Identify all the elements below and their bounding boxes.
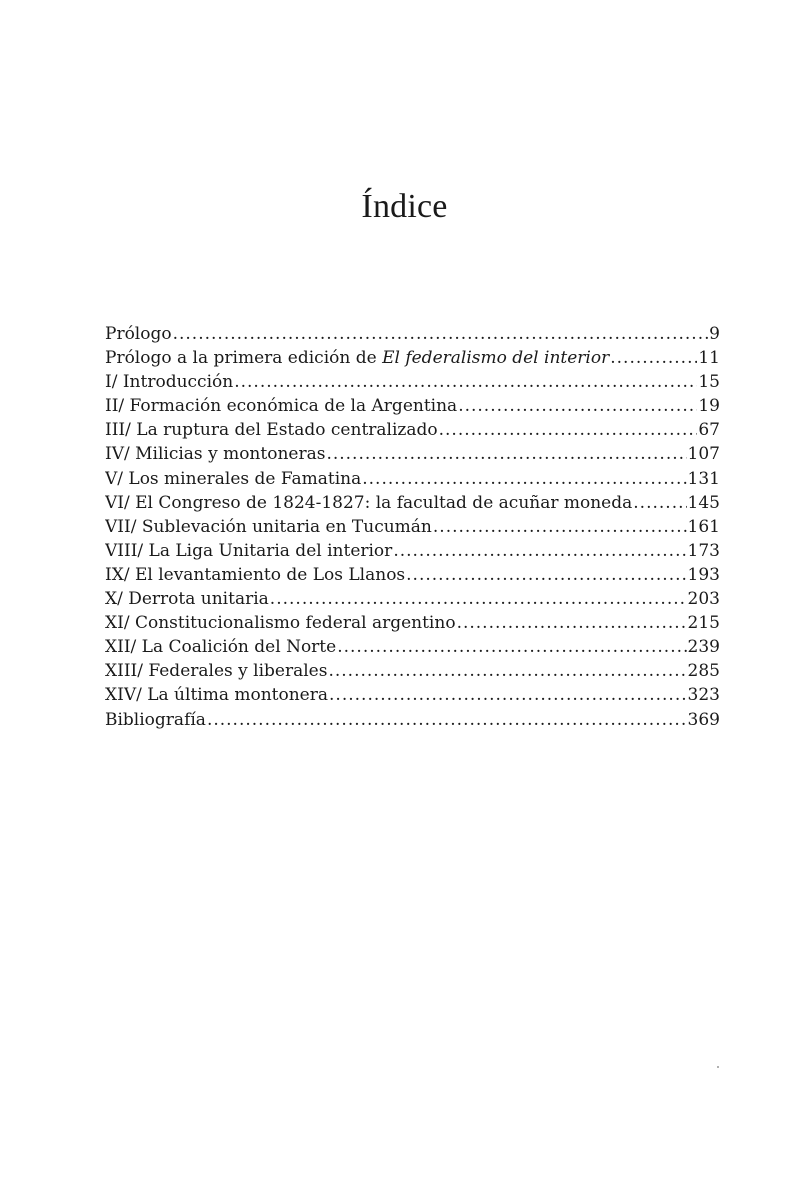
dot-leader <box>270 587 687 611</box>
toc-entry <box>105 539 720 563</box>
toc-entry <box>105 708 720 732</box>
toc-entry-page: 15 <box>698 372 720 393</box>
dot-leader <box>393 539 686 563</box>
toc-entry-page: 323 <box>687 685 720 706</box>
toc-entry-label: Bibliografía <box>105 709 206 730</box>
toc-entry-page: 145 <box>687 492 720 513</box>
toc-entry <box>105 611 720 635</box>
toc-entry <box>105 515 720 539</box>
dot-leader <box>458 394 697 418</box>
toc-entry-label: IV/ Milicias y montoneras <box>105 444 326 465</box>
toc-entry <box>105 635 720 659</box>
toc-entry-label: VII/ Sublevación unitaria en Tucumán <box>105 516 432 537</box>
toc-entry-label: XII/ La Coalición del Norte <box>105 637 337 658</box>
toc-entry <box>105 587 720 611</box>
toc-entry-page: 107 <box>687 444 720 465</box>
toc-entry-label: X/ Derrota unitaria <box>105 589 269 610</box>
dot-leader <box>234 370 697 394</box>
toc-entry-page: 369 <box>687 709 720 730</box>
toc-entry <box>105 563 720 587</box>
toc-entry-label: V/ Los minerales de Famatina <box>105 468 362 489</box>
toc-entry <box>105 346 720 370</box>
toc-entry-page: 285 <box>687 661 720 682</box>
toc-entry-label: VIII/ La Liga Unitaria del interior <box>105 540 393 561</box>
dot-leader <box>433 515 687 539</box>
toc-entry <box>105 322 720 346</box>
dot-leader <box>457 611 687 635</box>
dot-leader <box>439 418 698 442</box>
toc-entry-label: XIII/ Federales y liberales <box>105 661 328 682</box>
dot-leader <box>406 563 686 587</box>
toc-entry-label: VI/ El Congreso de 1824-1827: la facultad de acuñar moneda <box>105 492 633 513</box>
dot-leader <box>207 708 687 732</box>
dot-leader <box>329 683 687 707</box>
toc-entry-label <box>105 346 609 370</box>
dot-leader <box>337 635 686 659</box>
toc-entry <box>105 370 720 394</box>
toc-entry-label-italic: El federalismo del interior <box>382 348 610 369</box>
toc-entry-page: 203 <box>687 589 720 610</box>
toc-entry-label: I/ Introducción <box>105 372 234 393</box>
toc-entry-page: 19 <box>698 396 720 417</box>
toc-entry-label: XIV/ La última montonera <box>105 685 329 706</box>
toc-entry-label: III/ La ruptura del Estado centralizado <box>105 420 438 441</box>
toc-entry <box>105 418 720 442</box>
toc-entry-label: II/ Formación económica de la Argentina <box>105 396 458 417</box>
table-of-contents <box>105 322 720 732</box>
toc-entry <box>105 491 720 515</box>
toc-entry-page: 161 <box>687 516 720 537</box>
page-title: Índice <box>361 188 448 225</box>
toc-entry <box>105 467 720 491</box>
toc-entry-page: 11 <box>698 348 720 369</box>
toc-entry-page: 67 <box>698 420 720 441</box>
toc-entry-page: 173 <box>687 540 720 561</box>
dot-leader <box>362 467 686 491</box>
toc-entry-label: XI/ Constitucionalismo federal argentino <box>105 613 456 634</box>
dot-leader <box>173 322 709 346</box>
toc-entry-label-text: Prólogo a la primera edición de <box>105 348 383 369</box>
dot-leader <box>328 659 686 683</box>
toc-entry <box>105 683 720 707</box>
toc-entry-label: Prólogo <box>105 324 172 344</box>
toc-entry-page: 9 <box>709 324 720 344</box>
toc-entry <box>105 442 720 466</box>
dot-leader <box>326 442 686 466</box>
dot-leader <box>610 346 697 370</box>
toc-entry-page: 131 <box>687 468 720 489</box>
toc-entry-label: IX/ El levantamiento de Los Llanos <box>105 564 406 585</box>
dot-leader <box>633 491 686 515</box>
toc-entry-page: 215 <box>687 613 720 634</box>
scan-speck <box>717 1066 719 1068</box>
toc-entry <box>105 659 720 683</box>
toc-entry-page: 239 <box>687 637 720 658</box>
toc-entry <box>105 394 720 418</box>
toc-entry-page: 193 <box>687 564 720 585</box>
